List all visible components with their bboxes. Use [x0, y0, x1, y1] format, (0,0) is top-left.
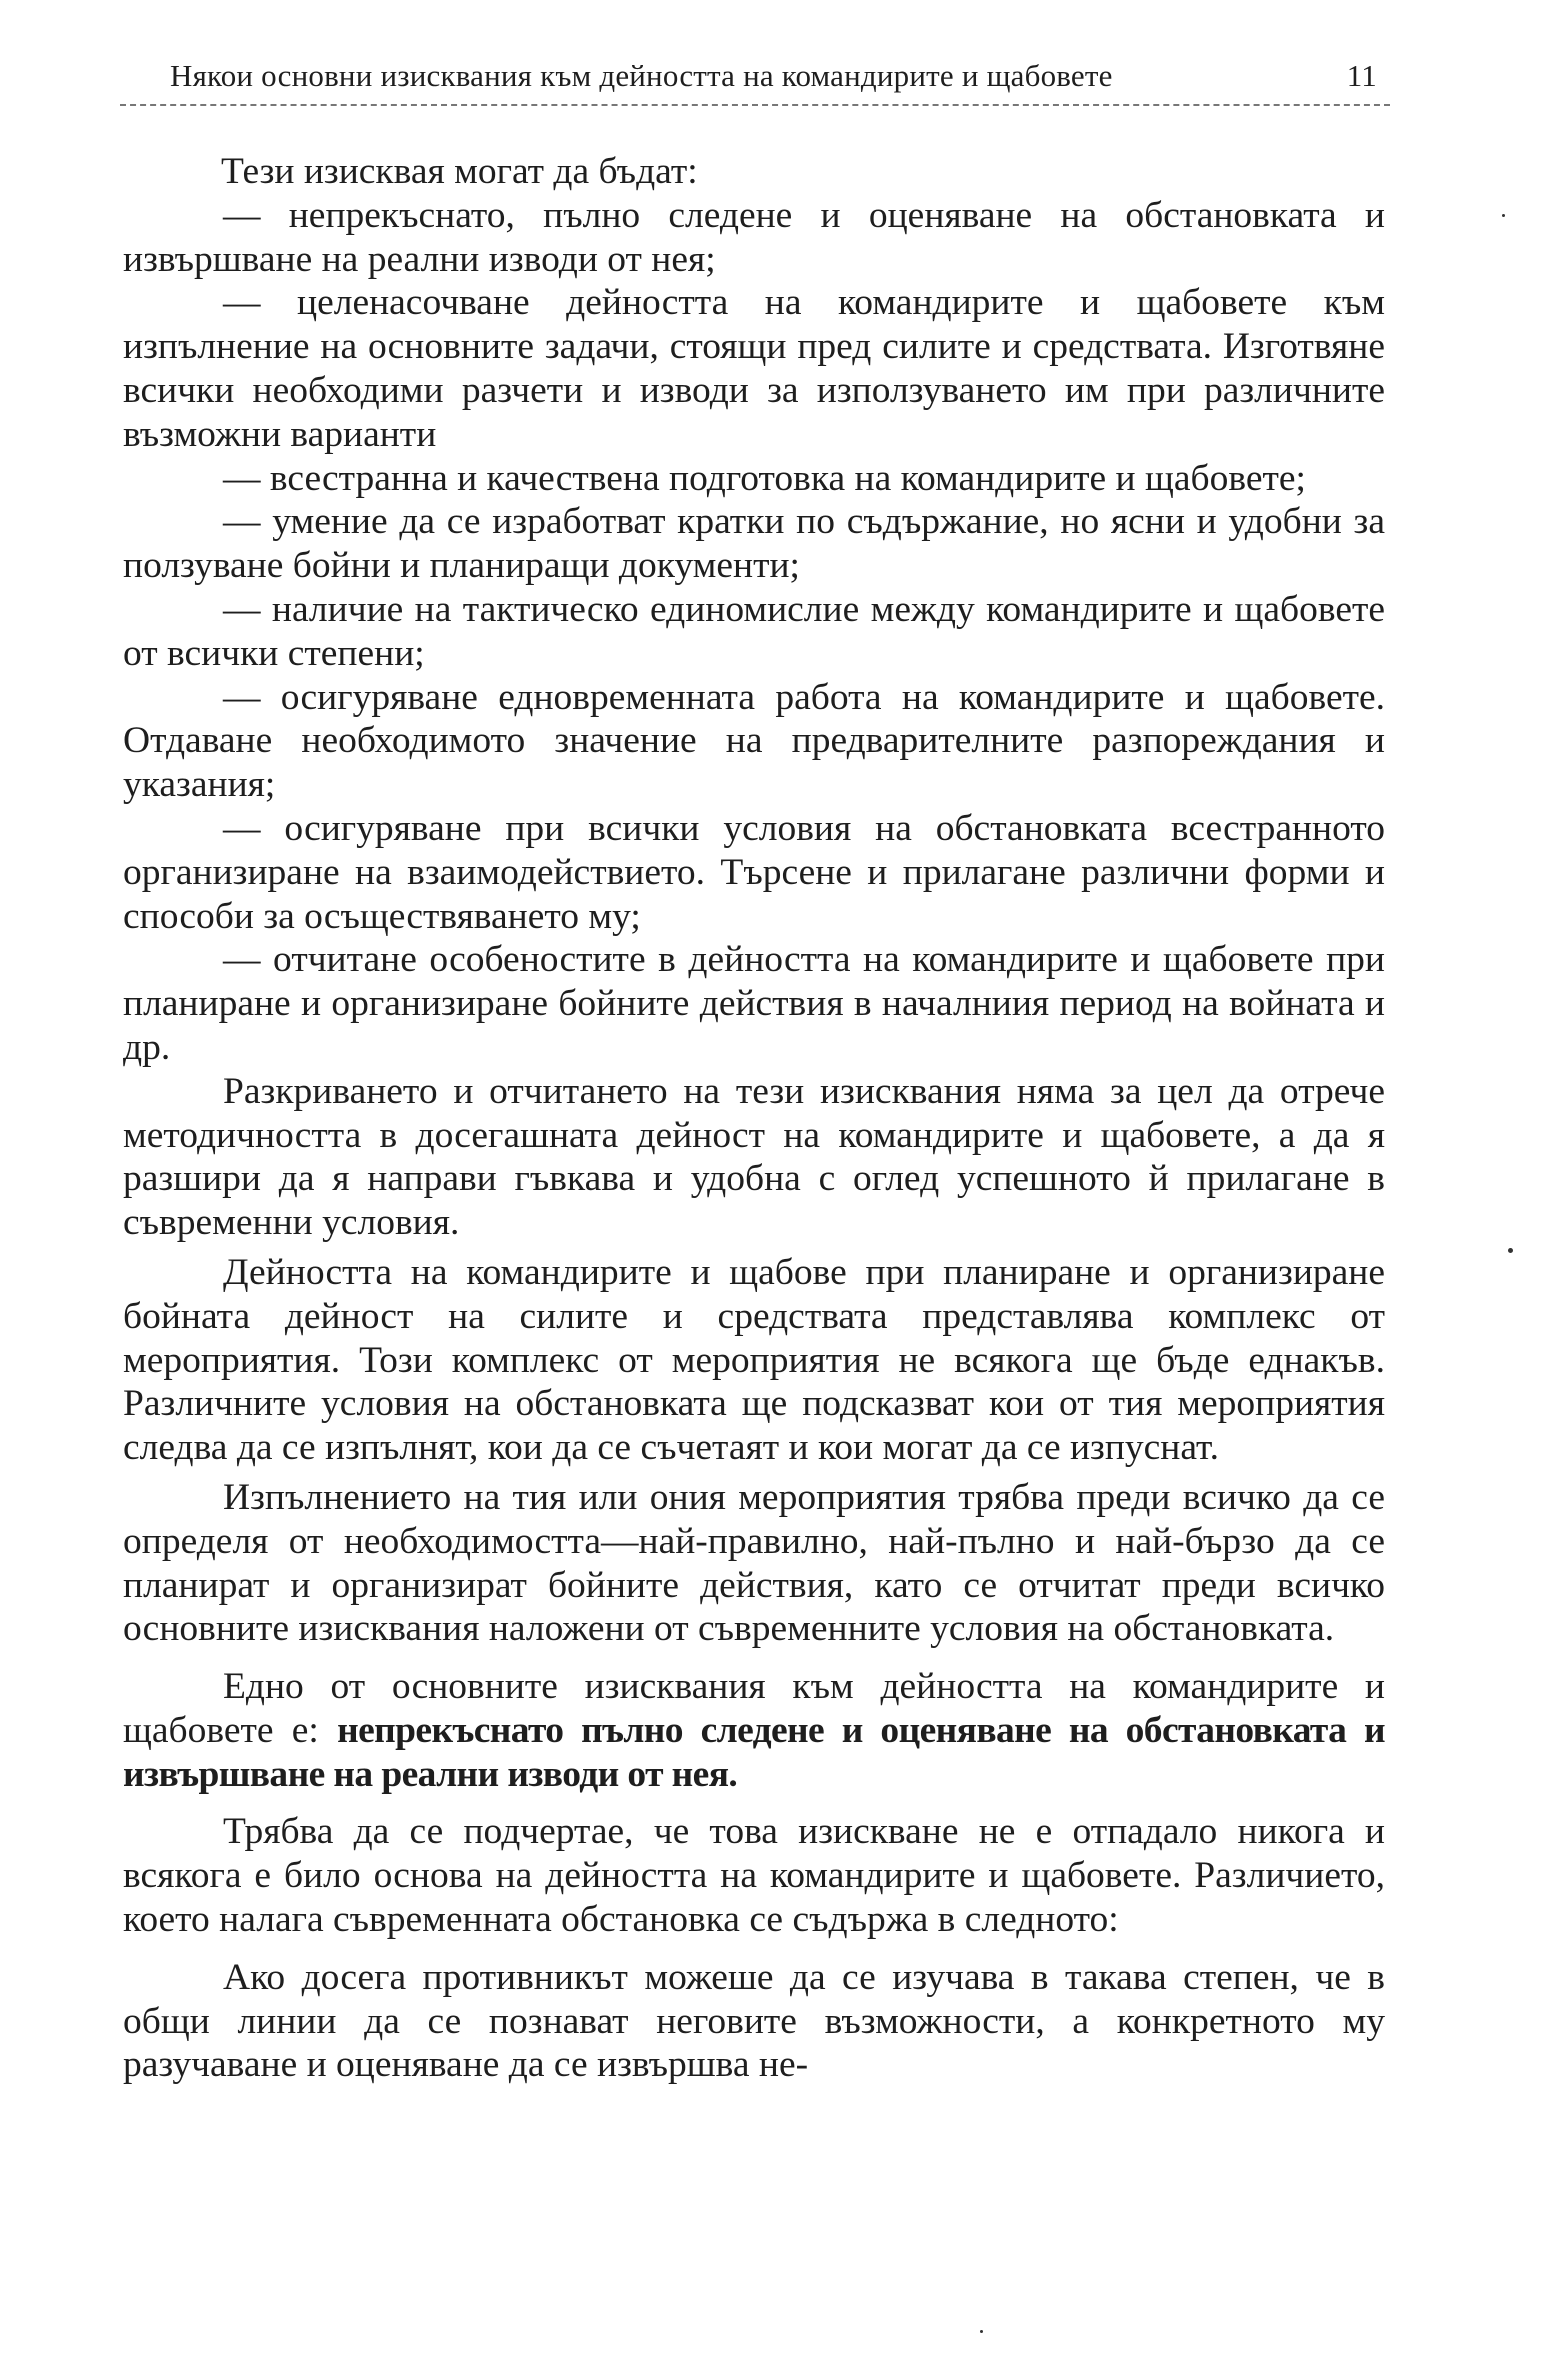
- body-text: [123, 150, 1385, 2087]
- list-item: [123, 807, 1385, 938]
- list-item: [123, 500, 1385, 588]
- paragraph: [123, 1251, 1385, 1470]
- list-item: [123, 938, 1385, 1069]
- paragraph-text: Изпълнението на тия или ония мероприятия трябва преди всичко да се определя от необходимостта—най-правилно, най-пълно и най-бързо да се планират и организират бойните действия, като се отчитат преди всичко основните изисквания наложени от съвременните условия на обстановката.: [123, 1476, 1385, 1650]
- paragraph-text: Дейността на командирите и щабове при планиране и организиране бойната дейност на силите и средствата представлява комплекс от мероприятия. Този комплекс от мероприятия не всякога ще бъде еднакъв. Различните условия на обстановката ще подсказват кои от тия мероприятия следва да се изпълнят, кои да се съчетаят и кои могат да се изпуснат.: [123, 1251, 1385, 1469]
- paragraph-text: Тези изисквая могат да бъдат:: [221, 151, 698, 192]
- print-speck: [1502, 214, 1505, 217]
- list-item-text: — наличие на тактическо единомислие между командирите и щабовете от всички степени;: [123, 588, 1385, 674]
- paragraph: [123, 1476, 1385, 1651]
- list-item: [123, 457, 1385, 501]
- print-speck: [1508, 1248, 1513, 1253]
- paragraph: [123, 1810, 1385, 1941]
- paragraph-text: Ако досега противникът можеше да се изучава в такава степен, че в общи линии да се познават неговите възможности, а конкретното му разучаване и оценяване да се извършва не-: [123, 1956, 1385, 2086]
- page-number: 11: [1346, 58, 1377, 93]
- list-item: [123, 194, 1385, 282]
- paragraph: [123, 1070, 1385, 1245]
- list-item-text: — целенасочване дейността на командирите и щабовете към изпълнение на основните задачи, стоящи пред силите и средствата. Изготвяне всички необходими разчети и изводи за използуването им при различните възможни варианти: [123, 282, 1385, 455]
- list-item-text: — осигуряване при всички условия на обстановката всестранното организиране на взаимодействието. Търсене и прилагане различни форми и способи за осъществяването му;: [123, 807, 1385, 937]
- list-item-text: — осигуряване едновременната работа на командирите и щабовете. Отдаване необходимото значение на предварителните разпореждания и указания;: [123, 676, 1385, 806]
- list-item-text: — всестранна и качествена подготовка на командирите и щабовете;: [223, 457, 1306, 499]
- paragraph-text: Разкриването и отчитането на тези изисквания няма за цел да отрече методичността в досегашната дейност на командирите и щабовете, а да я разшири да я направи гъвкава и удобна с оглед успешното й прилагане в съвременни условия.: [123, 1070, 1385, 1244]
- running-title: Някои основни изисквания към дейността на командирите и щабовете: [170, 58, 1113, 93]
- paragraph-text: Трябва да се подчертае, че това изискване не е отпадало никога и всякога е било основа на дейността на командирите и щабовете. Различието, което налага съвременната обстановка се съдържа в следното:: [123, 1811, 1385, 1941]
- paragraph: [123, 1956, 1385, 2087]
- list-item-text: — непрекъснато, пълно следене и оценяване на обстановката и извършване на реални изводи от нея;: [123, 194, 1385, 280]
- list-item-text: — умение да се изработват кратки по съдържание, но ясни и удобни за ползуване бойни и планиращи документи;: [123, 501, 1385, 587]
- list-item: [123, 281, 1385, 456]
- paragraph: [123, 150, 1385, 194]
- emphasis-bold-text: непрекъснато пълно следене и оценяване на обстановката и извършване на реални изводи от нея.: [123, 1709, 1385, 1795]
- print-speck: [980, 2330, 983, 2333]
- list-item-text: — отчитане особеностите в дейността на командирите и щабовете при планиране и организиране бойните действия в началниия период на войната и др.: [123, 939, 1385, 1068]
- emphasis-paragraph: [123, 1665, 1385, 1796]
- list-item: [123, 676, 1385, 807]
- emphasis-lead: Едно от основните изисквания към дейността на командирите и щабовете е:: [123, 1666, 1385, 1751]
- running-head: [160, 54, 1385, 98]
- list-item: [123, 588, 1385, 676]
- header-rule: [120, 104, 1390, 106]
